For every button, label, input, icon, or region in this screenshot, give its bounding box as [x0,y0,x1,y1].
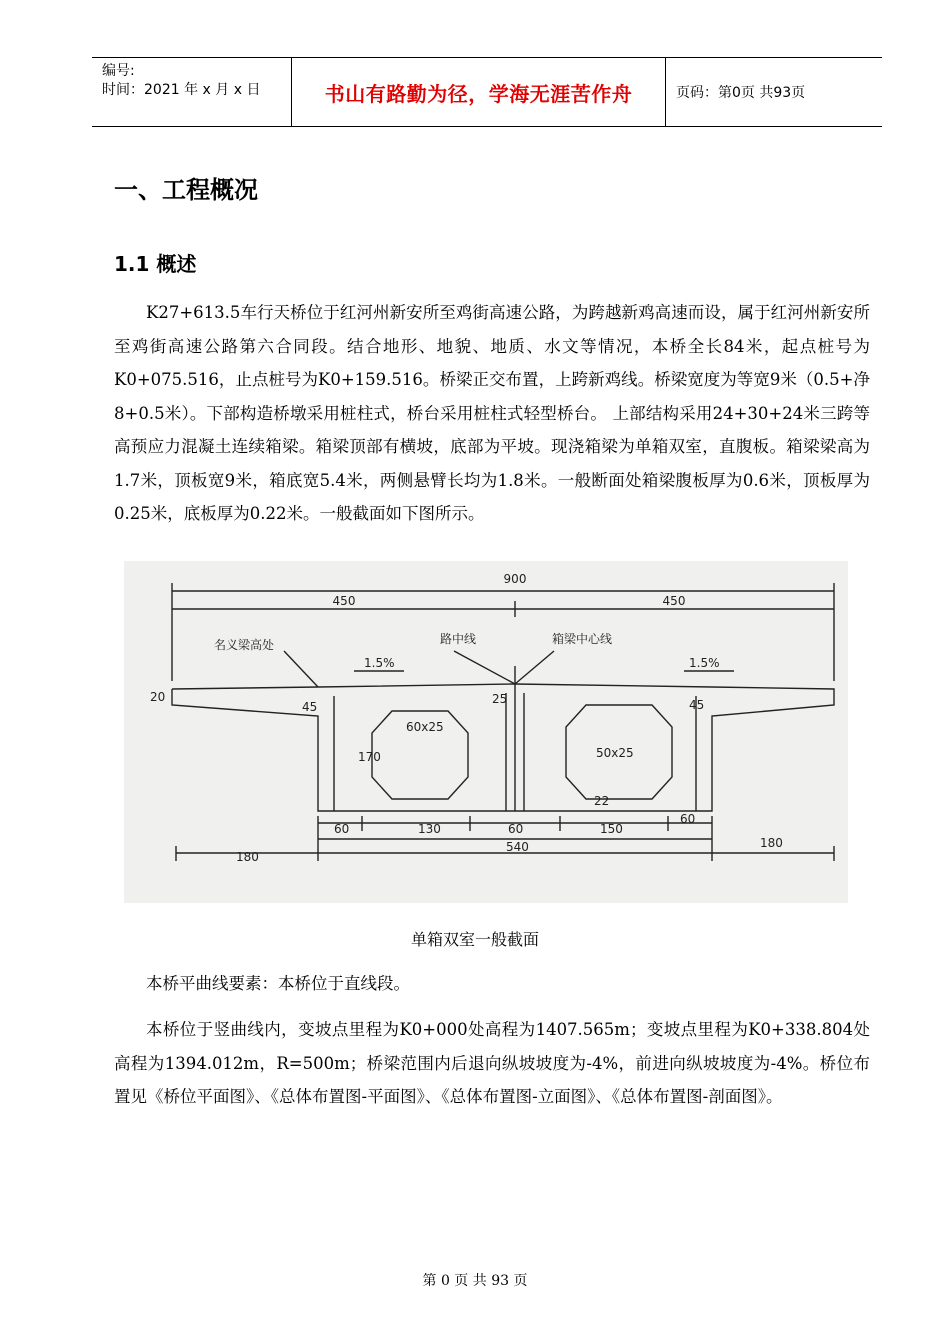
page-footer: 第 0 页 共 93 页 [422,1273,528,1289]
label-slope-right: 1.5% [689,656,720,670]
label-slope-left: 1.5% [364,656,395,670]
dim-chamfer-top: 60x25 [406,720,444,734]
dim-cantilever-left: 180 [236,850,259,864]
cross-section-drawing [124,561,848,903]
vertical-curve-paragraph: 本桥位于竖曲线内，变坡点里程为K0+000处高程为1407.565m；变坡点里程为K0+338.804处高程为1394.012m，R=500m；桥梁范围内后退向纵坡坡度为-4%，前进向纵坡坡度为-4%。桥位布置见《桥位平面图》、《总体布置图-平面图》、《总体布置图-立面图》、《总体布置图-剖面图》。 [114,1020,870,1106]
dim-bottom-width: 540 [506,840,529,854]
dim-top-slab: 25 [492,692,508,706]
dim-root-left: 45 [302,700,318,714]
dim-bottom-slab: 22 [594,794,610,808]
section-title: 一、工程概况 [114,176,258,204]
header-time: 时间：2021 年 x 月 x 日 [102,82,261,98]
dim-height: 170 [358,750,381,764]
dim-edge-thickness: 20 [150,690,166,704]
dim-half-left: 450 [332,594,356,608]
dim-half-right: 450 [662,594,686,608]
dim-total-width: 900 [503,572,527,586]
header-motto: 书山有路勤为径，学海无涯苦作舟 [292,58,666,126]
dim-chamfer-bottom: 50x25 [596,746,634,760]
dim-cell-left: 130 [418,822,441,836]
dim-cell-right: 150 [600,822,623,836]
dim-web-mid: 60 [508,822,524,836]
plan-curve-paragraph: 本桥平曲线要素：本桥位于直线段。 [146,974,410,993]
overview-paragraph: K27+613.5车行天桥位于红河州新安所至鸡街高速公路，为跨越新鸡高速而设，属于红河州新安所至鸡街高速公路第六合同段。结合地形、地貌、地质、水文等情况，本桥全长84米，起点桩号为K0+075.516，止点桩号为K0+159.516。桥梁正交布置，上跨新鸡线。桥梁宽度为等宽9米（0.5+净8+0.5米）。下部构造桥墩采用桩柱式，桥台采用桩柱式轻型桥台。 上部结构采用24+30+24米三跨等高预应力混凝土连续箱梁。箱梁顶部有横坡，底部为平坡。现浇箱梁为单箱双室，直腹板。箱梁梁高为1.7米，顶板宽9米，箱底宽5.4米，两侧悬臂长均为1.8米。一般断面处箱梁腹板厚为0.6米，顶板厚为0.25米，底板厚为0.22米。一般截面如下图所示。 [114,303,870,523]
cross-section-figure [124,561,848,903]
dim-web-left: 60 [334,822,350,836]
label-road-centerline: 路中线 [440,632,477,646]
dim-cantilever-right: 180 [760,836,783,850]
header-page-info: 页码：第0页 共93页 [676,85,806,101]
page-header [92,57,882,127]
figure-caption: 单箱双室一般截面 [410,930,539,949]
label-nominal-height: 名义梁高处 [214,638,275,652]
label-box-centerline: 箱梁中心线 [552,632,613,646]
dim-web-right: 60 [680,812,696,826]
subsection-title: 1.1 概述 [114,252,197,276]
header-meta [92,58,292,126]
header-number: 编号: [102,63,135,79]
dim-root-right: 45 [689,698,705,712]
